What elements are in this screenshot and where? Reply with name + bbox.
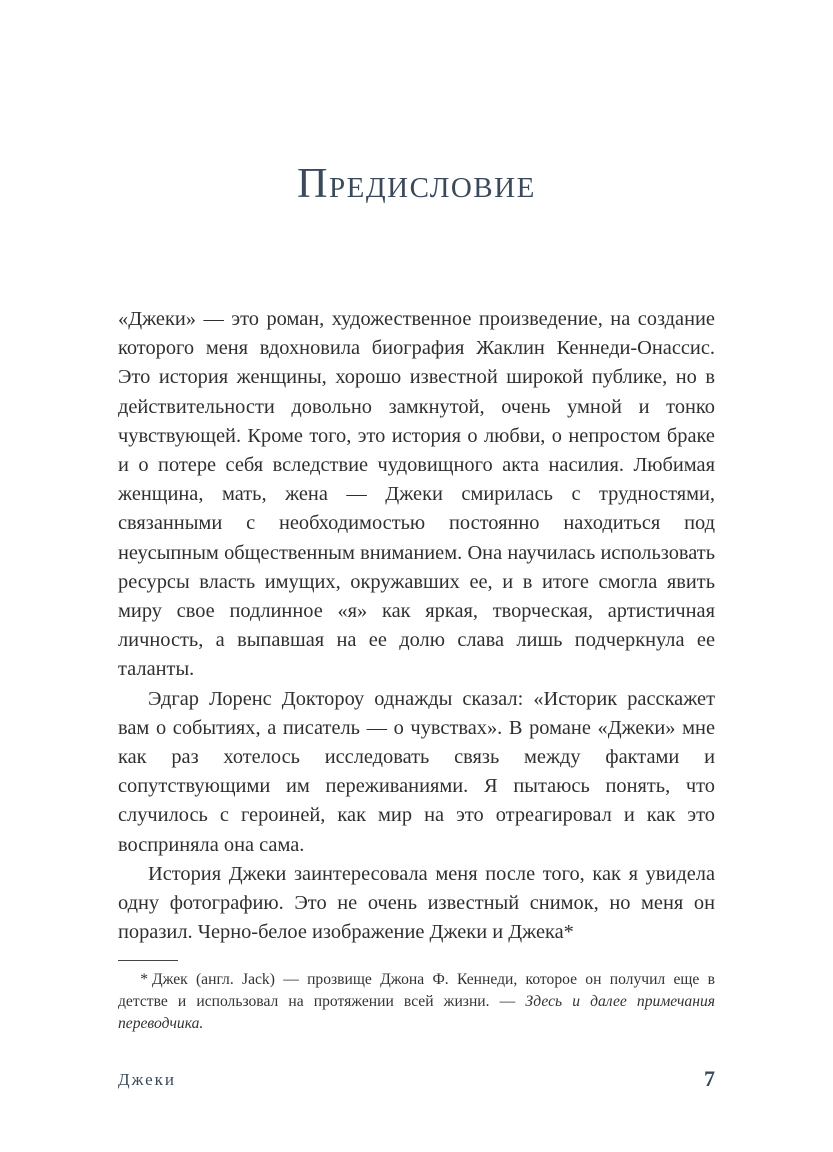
- paragraph-3: История Джеки заинтересовала меня после того, как я увидела одну фотографию. Это не очень известный снимок, но меня он поразил. Черно-белое изображение Джеки и Джека*: [118, 862, 715, 944]
- page-number: 7: [704, 1066, 715, 1091]
- translator-note: Здесь и далее примечания переводчика.: [118, 993, 715, 1032]
- footnote: [118, 969, 715, 1035]
- paragraph-1: «Джеки» — это роман, художественное произведение, на создание которого меня вдохновила биография Жаклин Кеннеди-Онассис. Это история женщины, хорошо известной широкой публике, но в действительности довольно замкнутой, очень умной и тонко чувствующей. Кроме того, это история о любви, о непростом браке и о потере себя вследствие чудовищного акта насилия. Любимая женщина, мать, жена — Джеки смирилась с трудностями, связанными с необходимостью постоянно находиться под неусыпным общественным вниманием. Она научилась использовать ресурсы власть имущих, окружавших ее, и в итоге смогла явить миру свое подлинное «я» как яркая, творческая, артистичная личность, а выпавшая на ее долю слава лишь подчеркнула ее таланты.: [118, 308, 715, 681]
- footnote-divider: [118, 960, 178, 961]
- running-head: Джеки: [118, 1070, 177, 1089]
- paragraph-2: Эдгар Лоренс Доктороу однажды сказал: «Историк расскажет вам о событиях, а писатель — о чувствах». В романе «Джеки» мне как раз хотелось исследовать связь между фактами и сопутствующими им переживаниями. Я пытаюсь понять, что случилось с героиней, как мир на это отреагировал и как это восприняла она сама.: [118, 687, 715, 856]
- main-text: [118, 305, 715, 947]
- page-title: Предисловие: [297, 161, 536, 207]
- footnote-text: Джек (англ. Jack) — прозвище Джона Ф. Кеннеди, которое он получил еще в детстве и использовал на протяжении всей жизни. —: [118, 971, 715, 1010]
- footnote-mark: *: [140, 971, 148, 988]
